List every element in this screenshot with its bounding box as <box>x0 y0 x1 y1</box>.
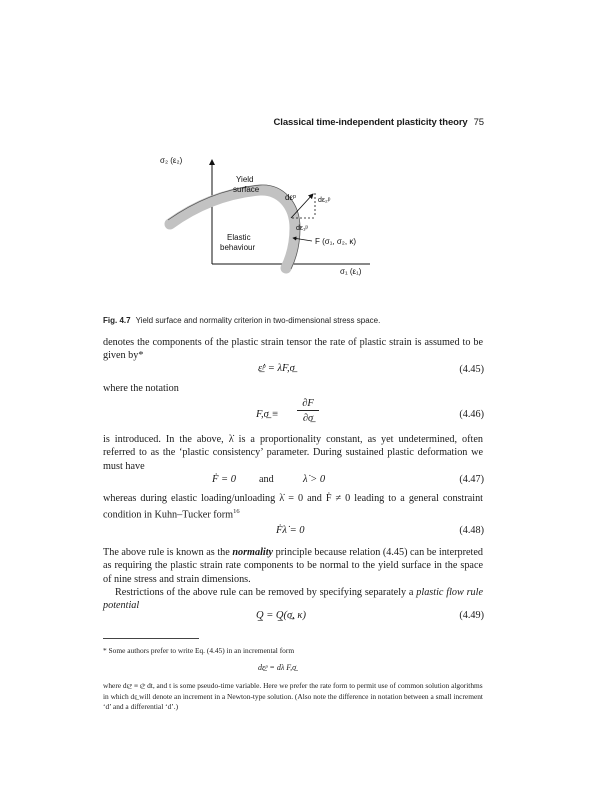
paragraph-2: where the notation <box>103 383 179 394</box>
component-1-label: dε₁ᵖ <box>296 225 309 232</box>
footnote-line-2: where dε̲ᵖ ≡ ε̲̇ᵖ dt, and t is some pseudo-time variable. Here we prefer the rate form to permit use of common solution algorithms in which dε̲ will denote an increment in a Newton-type solution. (Also note the difference in notation between a small increment ‘d’ and a differential ‘d’.) <box>103 681 483 711</box>
header-title: Classical time-independent plasticity theory <box>273 117 468 128</box>
reference-16: 16 <box>233 508 240 516</box>
equation-4-48: Ḟλ̇ = 0 <box>276 525 305 536</box>
y-axis-label: σ₂ (ε₂) <box>160 156 183 165</box>
yield-label-line2: surface <box>233 185 260 194</box>
equation-4-45: ε̲̇ᵖ = λ̇F,σ̲ <box>258 363 295 374</box>
x-axis-label: σ₁ (ε₁) <box>340 267 362 276</box>
equation-4-47-a: Ḟ = 0 <box>212 474 236 485</box>
footnote-equation: dε̲ᵖ = dλ F,σ̲ <box>258 663 297 672</box>
equation-number-4-46: (4.46) <box>459 409 484 420</box>
figure-caption-text: Yield surface and normality criterion in two-dimensional stress space. <box>135 316 381 325</box>
figure-caption <box>103 316 380 325</box>
figure-number: Fig. 4.7 <box>103 316 131 325</box>
paragraph-3: is introduced. In the above, λ̇ is a proportionality constant, as yet undetermined, often referred to as the ‘plastic consistency’ parameter. During sustained plastic deformation we must have <box>103 434 483 472</box>
yield-surface-figure <box>150 150 410 280</box>
paragraph-5-a: The above rule is known as the <box>103 547 230 558</box>
paragraph-6 <box>103 586 483 613</box>
paragraph-4 <box>103 492 483 522</box>
equation-4-46-denominator: ∂σ̲ <box>302 413 314 424</box>
elastic-label-line2: behaviour <box>220 243 256 252</box>
paragraph-6-a: Restrictions of the above rule can be removed by specifying separately a <box>115 587 414 598</box>
equation-number-4-48: (4.48) <box>459 525 484 536</box>
equation-4-46-numerator: ∂F <box>297 398 319 411</box>
equation-4-49: Q̲ = Q̲(σ̲, κ) <box>256 610 306 621</box>
equation-4-47-and: and <box>259 474 274 485</box>
page-number: 75 <box>473 117 484 128</box>
normality-term: normality <box>232 547 274 558</box>
equation-4-47-b: λ̇ > 0 <box>303 474 326 485</box>
component-2-label: dε₂ᵖ <box>318 197 331 204</box>
equation-number-4-49: (4.49) <box>459 610 484 621</box>
equation-number-4-45: (4.45) <box>459 364 484 375</box>
paragraph-1: denotes the components of the plastic strain tensor the rate of plastic strain is assumed to be given by* <box>103 337 483 362</box>
function-label: F (σ₁, σ₂, κ) <box>315 237 357 246</box>
increment-label: dεᵖ <box>285 193 297 202</box>
footnote-line-1: * Some authors prefer to write Eq. (4.45) in an incremental form <box>103 646 295 655</box>
paragraph-5 <box>103 546 483 586</box>
yield-surface-band <box>170 190 295 268</box>
equation-number-4-47: (4.47) <box>459 474 484 485</box>
paragraph-5-b: principle because relation (4.45) can be interpreted as requiring the plastic strain rate components to be normal to the yield surface in the space of nine stress and strain dimensions. <box>103 547 484 585</box>
running-header <box>274 117 484 128</box>
flow-rule-term: plastic flow rule potential <box>103 587 483 612</box>
elastic-label-line1: Elastic <box>227 233 251 242</box>
paragraph-4-text: whereas during elastic loading/unloading λ̇ = 0 and Ḟ ≠ 0 leading to a general constraint condition in Kuhn–Tucker form <box>103 493 483 521</box>
footnote-separator <box>103 638 199 639</box>
equation-4-46-lhs: F,σ̲ ≡ <box>256 409 279 420</box>
yield-label-line1: Yield <box>236 175 254 184</box>
